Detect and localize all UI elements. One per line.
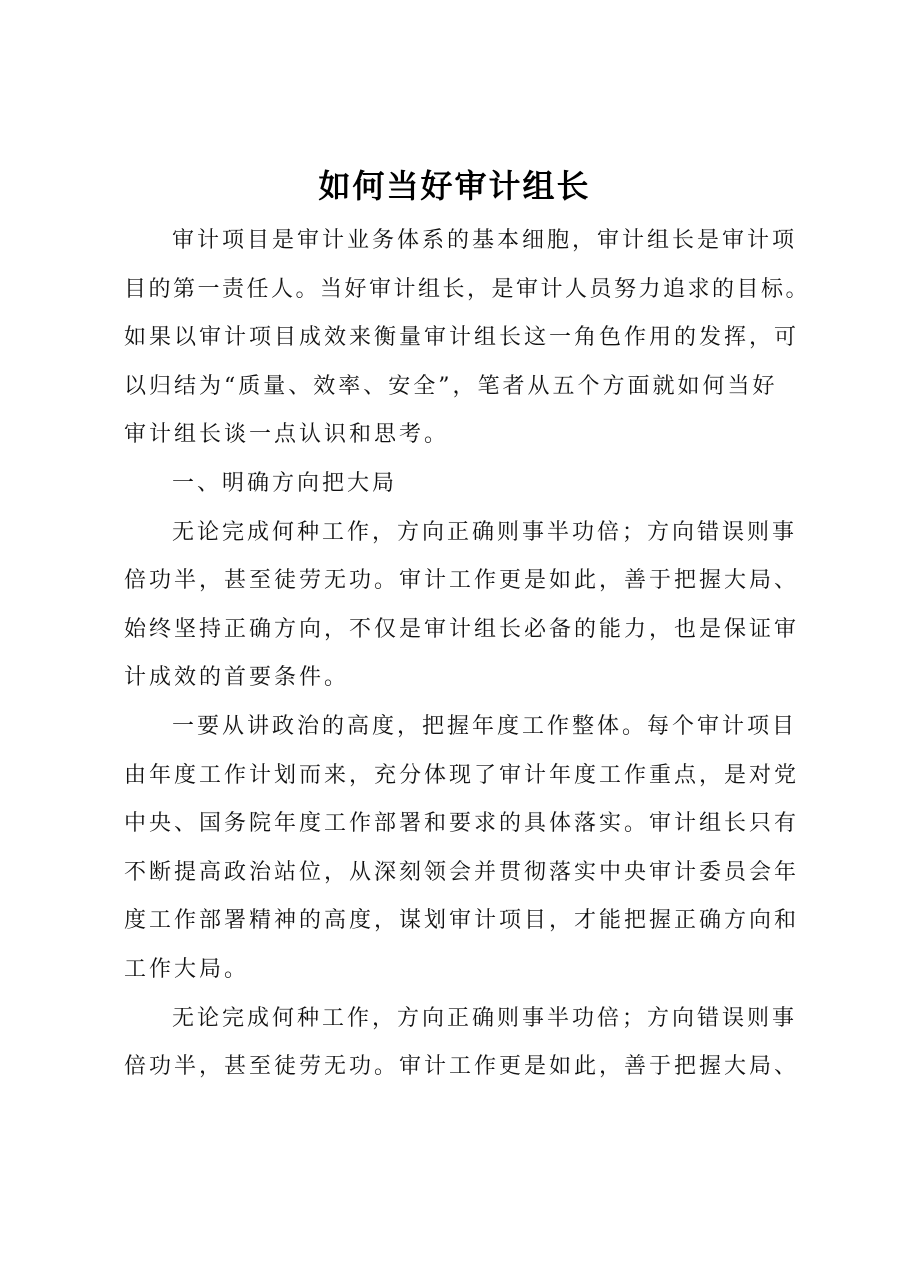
paragraph-line: 以归结为“质量、效率、安全”，笔者从五个方面就如何当好 [124,373,778,399]
paragraph-line: 无论完成何种工作，方向正确则事半功倍；方向错误则事 [172,1005,798,1031]
paragraph-line: 如果以审计项目成效来衡量审计组长这一角色作用的发挥，可 [124,325,800,351]
paragraph-line: 不断提高政治站位，从深刻领会并贯彻落实中央审计委员会年 [124,859,800,885]
paragraph-line: 度工作部署精神的高度，谋划审计项目，才能把握正确方向和 [124,908,800,934]
paragraph-line: 审计组长谈一点认识和思考。 [124,422,450,448]
paragraph-line: 审计项目是审计业务体系的基本细胞，审计组长是审计项 [172,228,798,253]
paragraph-line: 始终坚持正确方向，不仅是审计组长必备的能力，也是保证审 [124,616,800,642]
section-heading: 一、明确方向把大局 [172,470,398,496]
paragraph-line: 中央、国务院年度工作部署和要求的具体落实。审计组长只有 [124,811,800,837]
paragraph-line: 无论完成何种工作，方向正确则事半功倍；方向错误则事 [172,519,798,545]
document-title: 如何当好审计组长 [318,167,591,205]
paragraph-line: 工作大局。 [124,956,250,982]
document-body [124,217,809,1092]
paragraph-line: 倍功半，甚至徒劳无功。审计工作更是如此，善于把握大局、 [124,568,800,594]
paragraph-line: 一要从讲政治的高度，把握年度工作整体。每个审计项目 [172,713,798,739]
paragraph-line: 由年度工作计划而来，充分体现了审计年度工作重点，是对党 [124,762,800,788]
paragraph-line: 目的第一责任人。当好审计组长，是审计人员努力追求的目标。 [124,276,811,302]
paragraph-line: 计成效的首要条件。 [124,665,350,691]
paragraph-line: 倍功半，甚至徒劳无功。审计工作更是如此，善于把握大局、 [124,1054,800,1080]
